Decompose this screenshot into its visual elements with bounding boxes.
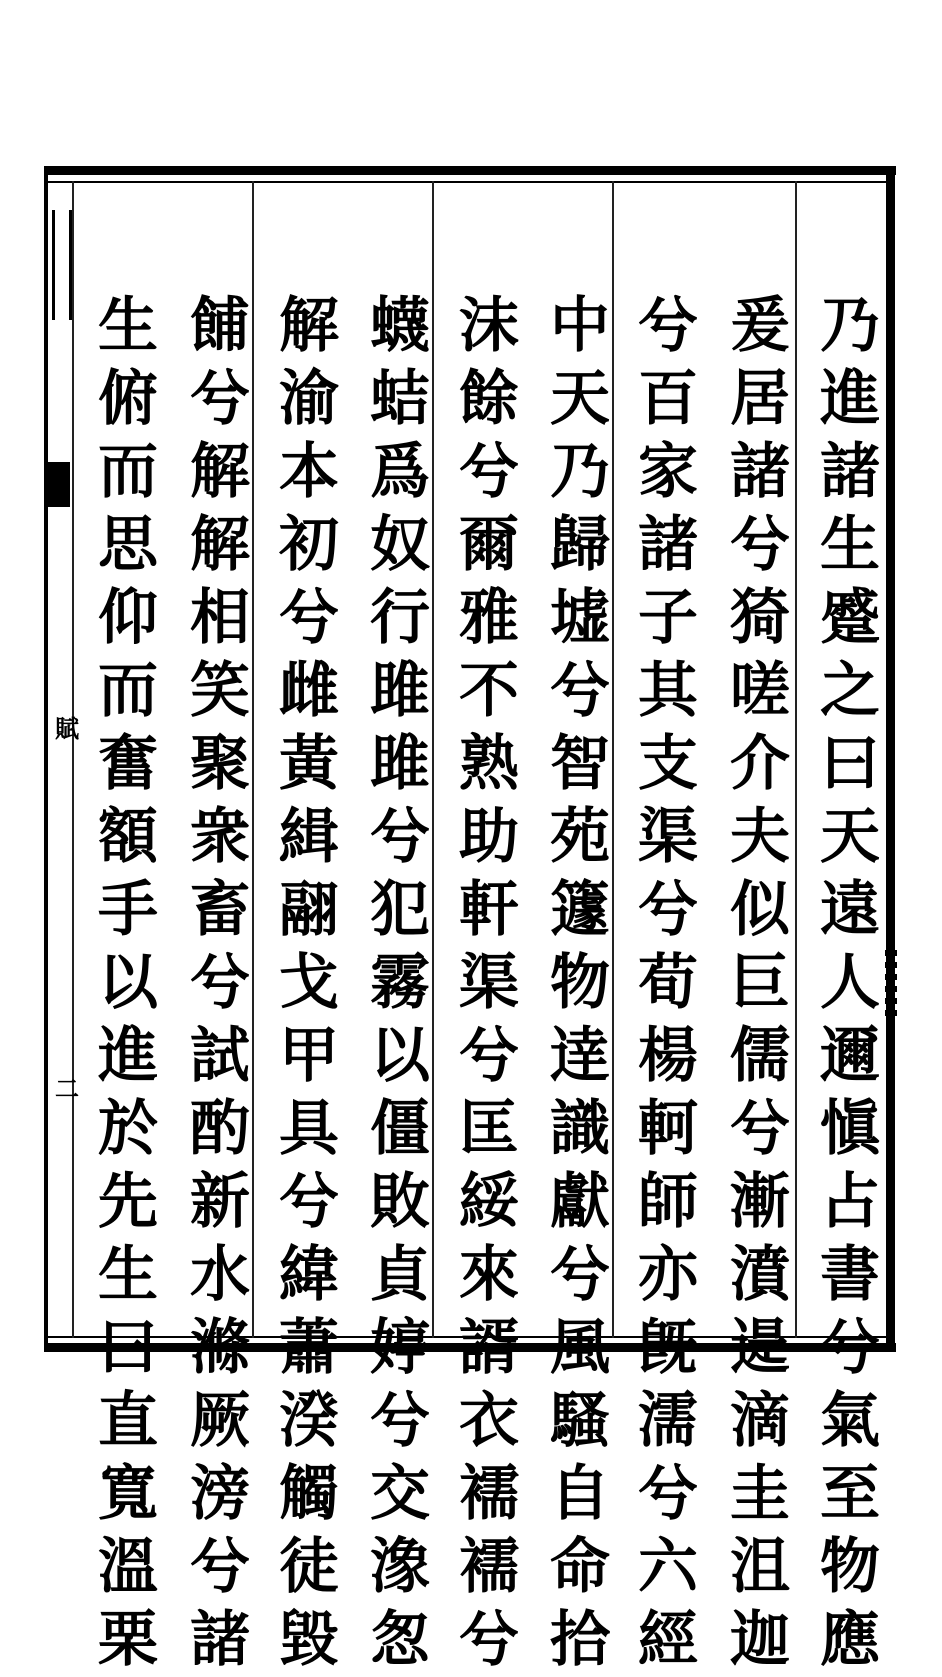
column-char: 襦 [459, 1532, 519, 1602]
column-char: 僵 [370, 1094, 430, 1164]
column-char: 解 [190, 437, 250, 507]
column-char: 於 [98, 1094, 158, 1164]
column-char: 匡 [459, 1094, 519, 1164]
column-char: 初 [279, 510, 339, 580]
column-char: 沫 [459, 291, 519, 361]
column-char: 籧 [550, 875, 610, 945]
column-char: 兮 [638, 291, 698, 361]
column-char: 爾 [459, 510, 519, 580]
column-char: 滴 [730, 1386, 790, 1456]
column-char: 兮 [550, 1240, 610, 1310]
column-char: 生 [98, 1240, 158, 1310]
column-char: 手 [98, 875, 158, 945]
column-char: 緝 [279, 802, 339, 872]
column-char: 書 [820, 1240, 880, 1310]
column-char: 貞 [370, 1240, 430, 1310]
column-char: 助 [459, 802, 519, 872]
column-char: 遈 [730, 1313, 790, 1383]
column-char: 滂 [190, 1459, 250, 1529]
column-char: 仰 [98, 583, 158, 653]
column-char: 畜 [190, 875, 250, 945]
column-char: 進 [98, 1021, 158, 1091]
column-char: 戈 [279, 948, 339, 1018]
column-char: 墟 [550, 583, 610, 653]
column-char: 甲 [279, 1021, 339, 1091]
column-char: 天 [550, 364, 610, 434]
column-char: 奮 [98, 729, 158, 799]
column-char: 解 [190, 510, 250, 580]
gutter-black-block [48, 462, 70, 507]
column-char: 乃 [820, 291, 880, 361]
column-char: 兮 [190, 1532, 250, 1602]
text-column-4 [544, 290, 616, 1677]
column-char: 歸 [550, 510, 610, 580]
column-char: 栗 [98, 1605, 158, 1675]
column-char: 軻 [638, 1094, 698, 1164]
column-char: 師 [638, 1167, 698, 1237]
column-char: 酌 [190, 1094, 250, 1164]
column-char: 楊 [638, 1021, 698, 1091]
column-char: 乃 [550, 437, 610, 507]
column-char: 自 [550, 1459, 610, 1529]
column-char: 圭 [730, 1459, 790, 1529]
column-char: 六 [638, 1532, 698, 1602]
column-char: 氣 [820, 1386, 880, 1456]
column-char: 生 [820, 510, 880, 580]
column-char: 聚 [190, 729, 250, 799]
column-char: 似 [730, 875, 790, 945]
column-char: 曰 [820, 729, 880, 799]
column-char: 額 [98, 802, 158, 872]
column-char: 軒 [459, 875, 519, 945]
column-char: 兮 [459, 1021, 519, 1091]
text-column-5 [453, 290, 525, 1677]
column-char: 湀 [279, 1386, 339, 1456]
column-char: 家 [638, 437, 698, 507]
column-char: 雎 [370, 729, 430, 799]
column-char: 物 [550, 948, 610, 1018]
column-char: 智 [550, 729, 610, 799]
column-char: 渠 [638, 802, 698, 872]
text-column-6 [364, 290, 436, 1677]
column-char: 兮 [190, 948, 250, 1018]
column-char: 解 [279, 291, 339, 361]
column-char: 蕭 [279, 1313, 339, 1383]
column-char: 徒 [279, 1532, 339, 1602]
column-char: 占 [820, 1167, 880, 1237]
column-char: 餔 [190, 291, 250, 361]
column-char: 識 [550, 1094, 610, 1164]
column-char: 亦 [638, 1240, 698, 1310]
column-char: 進 [820, 364, 880, 434]
column-char: 巨 [730, 948, 790, 1018]
column-char: 濡 [638, 1386, 698, 1456]
column-char: 餘 [459, 364, 519, 434]
column-char: 直 [98, 1386, 158, 1456]
column-char: 拾 [550, 1605, 610, 1675]
column-char: 相 [190, 583, 250, 653]
column-char: 居 [730, 364, 790, 434]
column-char: 沮 [730, 1532, 790, 1602]
column-char: 衣 [459, 1386, 519, 1456]
column-char: 熟 [459, 729, 519, 799]
column-char: 寬 [98, 1459, 158, 1529]
column-char: 雎 [370, 656, 430, 726]
column-char: 翮 [279, 875, 339, 945]
column-char: 兮 [279, 1167, 339, 1237]
column-char: 渝 [279, 364, 339, 434]
column-char: 愼 [820, 1094, 880, 1164]
frame-right-border [886, 166, 895, 1352]
column-char: 溫 [98, 1532, 158, 1602]
column-char: 兮 [190, 364, 250, 434]
column-char: 百 [638, 364, 698, 434]
column-char: 以 [370, 1021, 430, 1091]
column-char: 曰 [98, 1313, 158, 1383]
column-char: 緯 [279, 1240, 339, 1310]
column-char: 蛣 [370, 364, 430, 434]
column-char: 兮 [279, 583, 339, 653]
text-column-2 [724, 290, 796, 1677]
column-char: 荀 [638, 948, 698, 1018]
column-char: 兮 [459, 437, 519, 507]
text-column-8 [184, 290, 256, 1677]
column-char: 水 [190, 1240, 250, 1310]
column-char: 諸 [638, 510, 698, 580]
column-char: 猗 [730, 583, 790, 653]
column-char: 蹙 [820, 583, 880, 653]
column-char: 而 [98, 656, 158, 726]
column-rule [72, 181, 74, 1338]
column-char: 至 [820, 1459, 880, 1529]
column-char: 黃 [279, 729, 339, 799]
column-char: 潒 [370, 1532, 430, 1602]
column-char: 犯 [370, 875, 430, 945]
column-char: 中 [550, 291, 610, 361]
column-char: 滌 [190, 1313, 250, 1383]
column-char: 兮 [370, 802, 430, 872]
frame-top-thick-line [44, 166, 896, 175]
column-char: 怱 [370, 1605, 430, 1675]
text-column-9 [92, 290, 164, 1677]
column-char: 衆 [190, 802, 250, 872]
frame-top-thin-line [44, 181, 890, 183]
column-char: 敗 [370, 1167, 430, 1237]
column-char: 爰 [730, 291, 790, 361]
column-char: 遠 [820, 875, 880, 945]
column-char: 兮 [820, 1313, 880, 1383]
text-column-7 [273, 290, 345, 1677]
column-char: 諸 [820, 437, 880, 507]
column-char: 俯 [98, 364, 158, 434]
gutter-juan-char: 賦 [55, 714, 79, 743]
column-char: 漸 [730, 1167, 790, 1237]
column-char: 獻 [550, 1167, 610, 1237]
column-char: 行 [370, 583, 430, 653]
column-char: 具 [279, 1094, 339, 1164]
column-char: 經 [638, 1605, 698, 1675]
column-char: 試 [190, 1021, 250, 1091]
column-char: 襦 [459, 1459, 519, 1529]
column-char: 綏 [459, 1167, 519, 1237]
column-char: 兮 [730, 510, 790, 580]
column-char: 風 [550, 1313, 610, 1383]
column-char: 而 [98, 437, 158, 507]
column-char: 兮 [459, 1605, 519, 1675]
frame-left-border [44, 166, 48, 1352]
gutter-page-number: 二 [55, 1074, 79, 1103]
column-char: 濆 [730, 1240, 790, 1310]
column-char: 霧 [370, 948, 430, 1018]
column-char: 儒 [730, 1021, 790, 1091]
column-char: 迦 [730, 1605, 790, 1675]
column-char: 蠛 [370, 291, 430, 361]
column-char: 觸 [279, 1459, 339, 1529]
column-char: 物 [820, 1532, 880, 1602]
column-char: 奴 [370, 510, 430, 580]
column-char: 邇 [820, 1021, 880, 1091]
gutter-fishtail-mark [52, 210, 72, 320]
column-char: 逹 [550, 1021, 610, 1091]
text-column-1 [814, 290, 886, 1677]
column-char: 其 [638, 656, 698, 726]
column-char: 渠 [459, 948, 519, 1018]
column-char: 本 [279, 437, 339, 507]
column-char: 天 [820, 802, 880, 872]
column-char: 諝 [459, 1313, 519, 1383]
column-char: 應 [820, 1605, 880, 1675]
column-char: 來 [459, 1240, 519, 1310]
column-char: 諸 [730, 437, 790, 507]
column-char: 新 [190, 1167, 250, 1237]
column-char: 苑 [550, 802, 610, 872]
column-char: 思 [98, 510, 158, 580]
column-char: 雅 [459, 583, 519, 653]
column-char: 兮 [550, 656, 610, 726]
column-char: 兮 [638, 1459, 698, 1529]
column-char: 命 [550, 1532, 610, 1602]
column-char: 爲 [370, 437, 430, 507]
column-char: 婷 [370, 1313, 430, 1383]
column-char: 厥 [190, 1386, 250, 1456]
column-char: 嗟 [730, 656, 790, 726]
column-char: 生 [98, 291, 158, 361]
column-char: 兮 [370, 1386, 430, 1456]
column-char: 兮 [730, 1094, 790, 1164]
column-char: 之 [820, 656, 880, 726]
column-char: 兮 [638, 875, 698, 945]
column-char: 諸 [190, 1605, 250, 1675]
column-char: 介 [730, 729, 790, 799]
column-char: 旣 [638, 1313, 698, 1383]
column-char: 交 [370, 1459, 430, 1529]
column-char: 毀 [279, 1605, 339, 1675]
text-column-3 [632, 290, 704, 1677]
column-char: 支 [638, 729, 698, 799]
column-char: 子 [638, 583, 698, 653]
binding-seam-dots [885, 950, 897, 1020]
column-char: 先 [98, 1167, 158, 1237]
column-char: 不 [459, 656, 519, 726]
column-char: 笑 [190, 656, 250, 726]
column-char: 人 [820, 948, 880, 1018]
column-char: 以 [98, 948, 158, 1018]
column-char: 雌 [279, 656, 339, 726]
column-char: 騷 [550, 1386, 610, 1456]
column-char: 夫 [730, 802, 790, 872]
